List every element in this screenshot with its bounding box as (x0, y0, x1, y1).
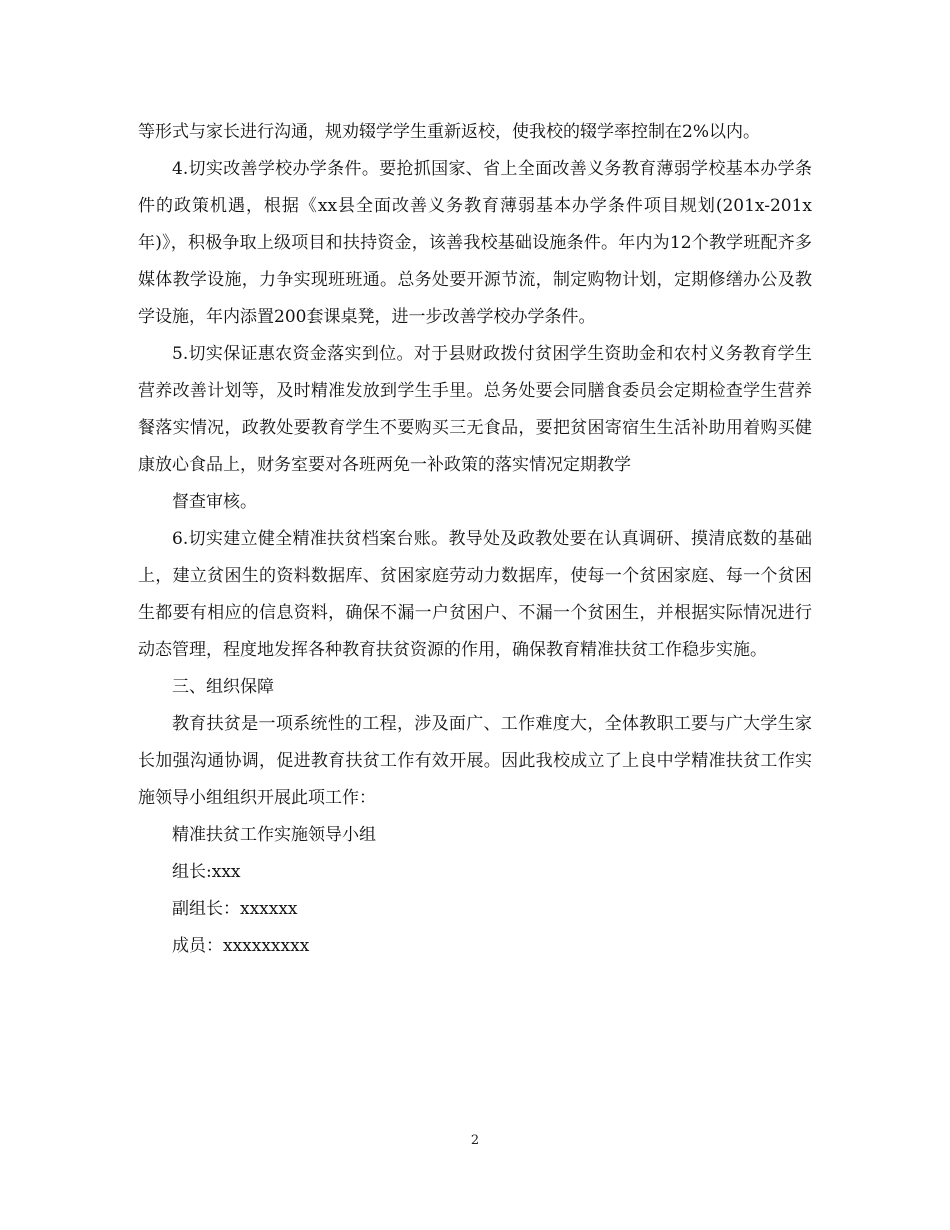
paragraph-continuation: 等形式与家长进行沟通，规劝辍学学生重新返校，使我校的辍学率控制在2%以内。 (138, 122, 760, 142)
paragraph-item-5: 5.切实保证惠农资金落实到位。对于县财政拨付贫困学生资助金和农村义务教育学生营养改善计划等，及时精准发放到学生手里。总务处要会同膳食委员会定期检查学生营养餐落实情况，政教处要教育学生不要购买三无食品，要把贫困寄宿生生活补助用着购买健康放心食品上，财务室要对各班两免一补政策的落实情况定期教学 (138, 344, 812, 475)
paragraph-item-4: 4.切实改善学校办学条件。要抢抓国家、省上全面改善义务教育薄弱学校基本办学条件的政策机遇，根据《xx县全面改善义务教育薄弱基本办学条件项目规划(201x-201x年)》，积极争取上级项目和扶持资金，该善我校基础设施条件。年内为12个教学班配齐多媒体教学设施，力争实现班班通。总务处要开源节流，制定购物计划，定期修缮办公及教学设施，年内添置200套课桌凳，进一步改善学校办学条件。 (138, 159, 812, 327)
group-members: 成员：xxxxxxxxx (172, 936, 310, 956)
group-title: 精准扶贫工作实施领导小组 (172, 825, 376, 845)
page-number: 2 (470, 1133, 480, 1148)
group-deputy: 副组长：xxxxxx (172, 899, 298, 919)
document-body (138, 114, 812, 965)
group-leader: 组长:xxx (172, 862, 241, 882)
paragraph-organization: 教育扶贫是一项系统性的工程，涉及面广、工作难度大，全体教职工要与广大学生家长加强沟通协调，促进教育扶贫工作有效开展。因此我校成立了上良中学精准扶贫工作实施领导小组组织开展此项工作： (138, 714, 812, 808)
paragraph-item-5-tail: 督查审核。 (172, 492, 257, 512)
paragraph-item-6: 6.切实建立健全精准扶贫档案台账。教导处及政教处要在认真调研、摸清底数的基础上，建立贫困生的资料数据库、贫困家庭劳动力数据库，使每一个贫困家庭、每一个贫困生都要有相应的信息资料，确保不漏一户贫困户、不漏一个贫困生，并根据实际情况进行动态管理，程度地发挥各种教育扶贫资源的作用，确保教育精准扶贫工作稳步实施。 (138, 529, 812, 660)
section-heading: 三、组织保障 (172, 677, 274, 697)
